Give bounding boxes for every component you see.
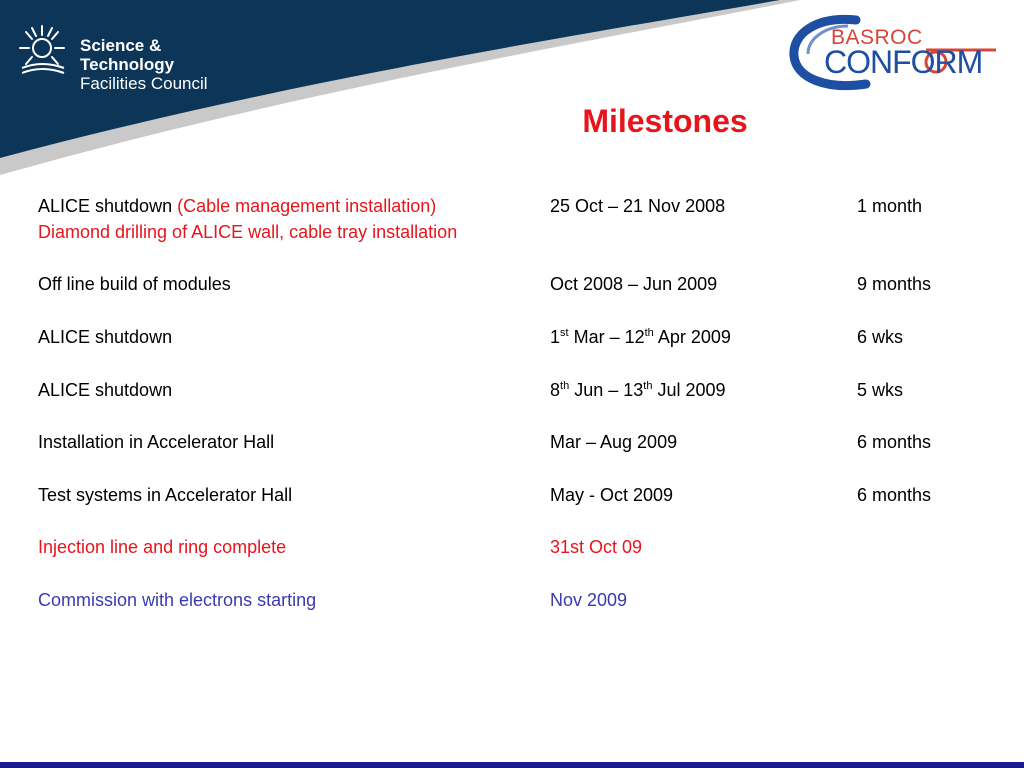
milestone-dates: 1st Mar – 12th Apr 2009 (550, 327, 731, 347)
milestone-activity: Injection line and ring complete (38, 537, 287, 557)
milestone-duration: 6 months (857, 485, 932, 505)
milestone-dates: May - Oct 2009 (550, 485, 674, 505)
milestone-dates: Nov 2009 (550, 590, 628, 610)
conform-wordmark: CONFORM (824, 44, 983, 80)
stfc-line1: Science & Technology (80, 36, 175, 74)
milestone-activity: ALICE shutdown (Cable management installation) (38, 196, 437, 216)
stfc-wordmark (80, 36, 258, 93)
slide-title: Milestones (582, 103, 748, 139)
activity-note: (Cable management installation) (177, 196, 437, 216)
milestone-duration: 6 wks (857, 327, 904, 347)
basroc-wordmark: BASROC (831, 26, 923, 49)
milestone-activity: ALICE shutdown (38, 327, 173, 347)
milestone-dates: 8th Jun – 13th Jul 2009 (550, 380, 726, 400)
milestone-dates: 31st Oct 09 (550, 537, 643, 557)
milestone-duration: 6 months (857, 432, 932, 452)
milestone-activity: Test systems in Accelerator Hall (38, 485, 293, 505)
milestone-dates: 25 Oct – 21 Nov 2008 (550, 196, 726, 216)
milestone-activity: Installation in Accelerator Hall (38, 432, 275, 452)
milestone-activity: Diamond drilling of ALICE wall, cable tray installation (38, 222, 458, 242)
stfc-line2: Facilities Council (80, 74, 208, 93)
footer-bar (0, 762, 1024, 768)
milestone-activity: Commission with electrons starting (38, 590, 317, 610)
milestone-duration: 9 months (857, 274, 932, 294)
stfc-logo (18, 22, 258, 93)
milestone-duration: 5 wks (857, 380, 904, 400)
milestone-activity: ALICE shutdown (38, 380, 173, 400)
basroc-conform-logo (786, 12, 1006, 92)
milestone-activity: Off line build of modules (38, 274, 231, 294)
stfc-sunburst-icon (18, 22, 74, 78)
milestone-duration: 1 month (857, 196, 923, 216)
milestone-dates: Oct 2008 – Jun 2009 (550, 274, 718, 294)
milestone-dates: Mar – Aug 2009 (550, 432, 678, 452)
